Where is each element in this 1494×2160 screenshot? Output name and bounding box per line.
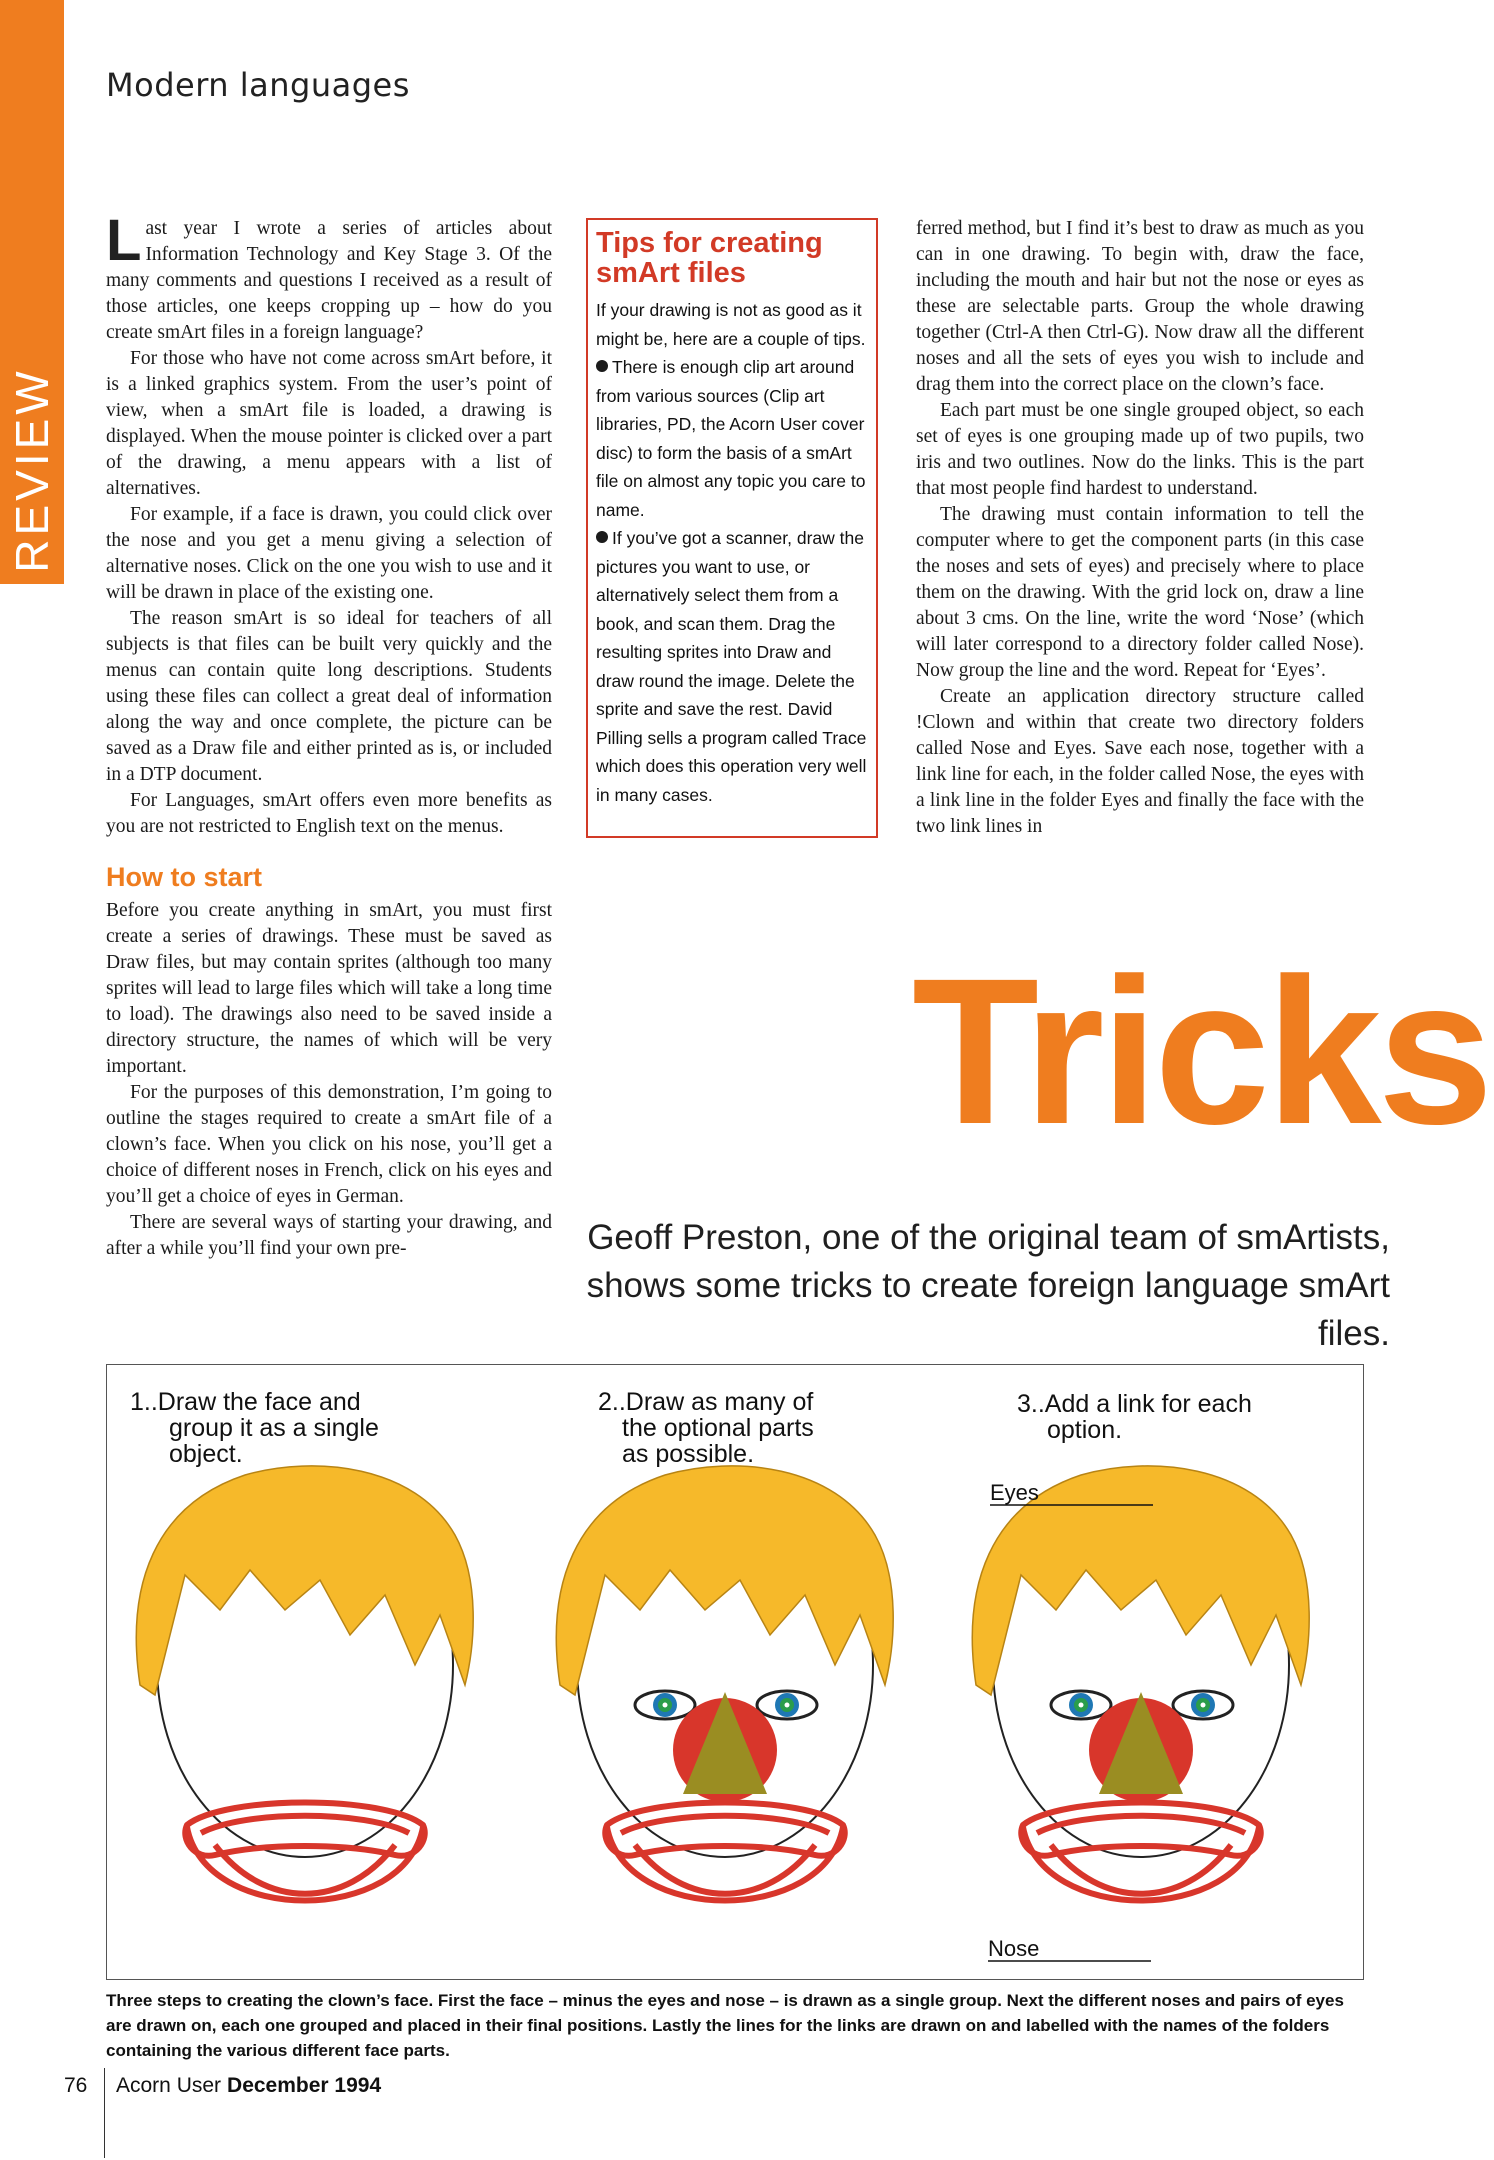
issue-date: December 1994: [227, 2074, 382, 2097]
clown-figure: [106, 1364, 1364, 1980]
paragraph: Create an application directory structure called !Clown and within that create two directory folders called Nose and Eyes. Save each nose, together with a link line for each, in the folder called Nose, the eyes with a link line in the folder Eyes and finally the face with the two link lines in: [916, 686, 1364, 837]
paragraph: For Languages, smArt offers even more benefits as you are not restricted to English text on the menus.: [106, 790, 552, 837]
subhead-how-to-start: How to start: [106, 862, 263, 892]
tips-bullet: [596, 524, 868, 809]
article-column-3: [916, 216, 1364, 840]
tips-box: [586, 218, 878, 838]
page-number: 76: [64, 2074, 88, 2097]
magazine-name: Acorn User: [116, 2074, 222, 2097]
step-2-label: [598, 1388, 821, 1468]
footer-divider: [104, 2068, 105, 2158]
step-1-line: object.: [169, 1440, 243, 1468]
footer-magazine: [116, 2074, 381, 2098]
step-1-label: [130, 1388, 386, 1468]
standfirst: [560, 1214, 1390, 1358]
figure-caption: Three steps to creating the clown’s face. First the face – minus the eyes and nose – is drawn as a single group. Next the different noses and pairs of eyes are drawn on, each one grouped and placed in their final positions. Lastly the lines for the links are drawn on and labelled with the names of the folders containing the various different face parts.: [106, 1991, 1344, 2060]
paragraph: Each part must be one single grouped object, so each set of eyes is one grouping made up of two pupils, two iris and two outlines. Now do the links. This is the part that most people find hardest to understand.: [916, 400, 1364, 499]
eye-icon: [1051, 1691, 1111, 1719]
section-title: Modern languages: [106, 66, 410, 104]
standfirst-line: Geoff Preston, one of the original team of smArtists,: [587, 1218, 1390, 1257]
drop-cap: L: [106, 208, 142, 273]
step-2-line: as possible.: [622, 1440, 755, 1468]
review-label: REVIEW: [6, 367, 58, 573]
paragraph: There are several ways of starting your drawing, and after a while you’ll find your own pre-: [106, 1212, 552, 1259]
clown-face-1: [136, 1466, 473, 1901]
tips-bullet: [596, 353, 868, 524]
paragraph: Before you create anything in smArt, you must first create a series of drawings. These must be saved as Draw files, but may contain sprites (although too many sprites will lead to large files which will take a long time to load). The drawings also need to be saved inside a directory structure, the names of which will be very important.: [106, 900, 552, 1077]
step-3-label: [1017, 1390, 1259, 1444]
eyes-link-label: Eyes: [990, 1480, 1039, 1505]
eye-icon: [1173, 1691, 1233, 1719]
eye-icon: [757, 1691, 817, 1719]
paragraph: ferred method, but I find it’s best to draw as much as you can in one drawing. To begin with, draw the face, including the mouth and hair but not the nose or eyes as these are selectable parts. Group the whole drawing together (Ctrl-A then Ctrl-G). Now draw all the different noses and all the sets of eyes you wish to include and drag them into the correct place on the clown’s face.: [916, 218, 1364, 395]
tips-bullet-text: If you’ve got a scanner, draw the pictures you want to use, or alternatively select them from a book, and scan them. Drag the resulting sprites into Draw and draw round the image. Delete the sprite and save the rest. David Pilling sells a program called Trace which does this operation very well in many cases.: [596, 528, 867, 805]
paragraph-text: ast year I wrote a series of articles about Information Technology and Key Stage 3. Of the many comments and questions I received as a result of those articles, one keeps cropping up – how do you create smArt files in a foreign language?: [106, 218, 552, 343]
intro-paragraph: [106, 208, 552, 346]
step-1-line: group it as a single: [169, 1414, 379, 1442]
bullet-icon: [596, 360, 608, 372]
step-3-line: 3..Add a link for each: [1017, 1390, 1252, 1418]
step-2-line: 2..Draw as many of: [598, 1388, 814, 1416]
tips-intro: If your drawing is not as good as it might be, here are a couple of tips.: [596, 300, 866, 349]
eye-icon: [635, 1691, 695, 1719]
review-tab: [0, 0, 64, 584]
clown-face-2: [556, 1466, 893, 1901]
step-3-line: option.: [1047, 1416, 1123, 1444]
paragraph: The drawing must contain information to tell the computer where to get the component parts (in this case the noses and sets of eyes) and precisely where to place them on the drawing. With the grid lock on, draw a line about 3 cms. On the line, write the word ‘Nose’ (which will later correspond to a directory folder called Nose). Now group the line and the word. Repeat for ‘Eyes’.: [916, 504, 1364, 681]
paragraph: For example, if a face is drawn, you could click over the nose and you get a menu giving a selection of alternative noses. Click on the one you wish to use and it will be drawn in place of the existing one.: [106, 504, 552, 603]
paragraph: For the purposes of this demonstration, I’m going to outline the stages required to create a smArt file of a clown’s face. When you click on his nose, you’ll get a choice of different noses in French, click on his eyes and you’ll get a choice of eyes in German.: [106, 1082, 552, 1207]
bullet-icon: [596, 531, 608, 543]
headline-tricks: Tricks: [912, 936, 1490, 1168]
paragraph: For those who have not come across smArt before, it is a linked graphics system. From the user’s point of view, when a smArt file is loaded, a drawing is displayed. When the mouse pointer is clicked over a part of the drawing, a menu appears with a list of alternatives.: [106, 348, 552, 499]
paragraph: The reason smArt is so ideal for teachers of all subjects is that files can be built very quickly and the menus can contain quite long descriptions. Students using these files can collect a great deal of information along the way and once complete, the picture can be saved as a Draw file and either printed as is, or included in a DTP document.: [106, 608, 552, 785]
nose-link-label: Nose: [988, 1936, 1040, 1961]
article-column-1: [106, 208, 552, 1262]
step-2-line: the optional parts: [622, 1414, 814, 1442]
tips-bullet-text: There is enough clip art around from various sources (Clip art libraries, PD, the Acorn User cover disc) to form the basis of a smArt file on almost any topic you care to name.: [596, 357, 866, 520]
step-1-line: 1..Draw the face and: [130, 1388, 361, 1416]
clown-face-3: [972, 1466, 1309, 1901]
clown-diagram: [107, 1365, 1365, 1981]
standfirst-line: shows some tricks to create foreign language smArt files.: [586, 1266, 1390, 1353]
tips-title: Tips for creating smArt files: [596, 227, 823, 289]
